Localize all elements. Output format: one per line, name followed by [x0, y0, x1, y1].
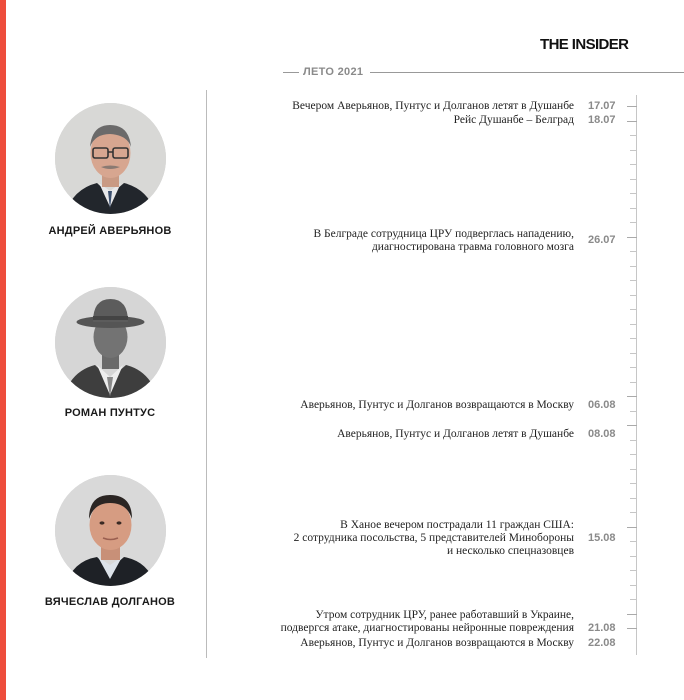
timeline-tick	[630, 135, 637, 136]
timeline-tick	[630, 324, 637, 325]
timeline-tick	[630, 512, 637, 513]
event-text-1707	[292, 100, 574, 113]
timeline-tick	[630, 295, 637, 296]
event-text-0808	[337, 428, 574, 441]
timeline-tick	[630, 585, 637, 586]
event-date-1707: 17.07	[588, 100, 616, 112]
event-line: диагностирована травма головного мозга	[371, 241, 574, 253]
timeline-tick	[627, 425, 637, 426]
avatar-puntus	[55, 287, 166, 398]
event-line: Утром сотрудник ЦРУ, ранее работавший в Украине,	[315, 609, 574, 621]
event-line: Рейс Душанбе – Белград	[453, 114, 574, 126]
timeline-tick	[630, 411, 637, 412]
timeline-tick	[630, 150, 637, 151]
timeline-tick	[627, 527, 637, 528]
timeline-tick	[630, 483, 637, 484]
person-name-dolganov: ВЯЧЕСЛАВ ДОЛГАНОВ	[44, 596, 176, 608]
column-divider	[206, 90, 207, 658]
timeline-tick	[630, 382, 637, 383]
avatar-dolganov	[55, 475, 166, 586]
timeline-tick	[630, 454, 637, 455]
event-text-0608	[300, 399, 574, 412]
season-rule-left	[283, 72, 299, 73]
timeline-tick	[630, 498, 637, 499]
timeline-tick	[630, 222, 637, 223]
event-line: Аверьянов, Пунтус и Долганов летят в Душанбе	[337, 428, 574, 440]
timeline-tick	[630, 541, 637, 542]
timeline-tick	[627, 106, 637, 107]
timeline-tick	[630, 440, 637, 441]
timeline-tick	[630, 556, 637, 557]
timeline-tick	[630, 469, 637, 470]
event-date-2108: 21.08	[588, 622, 616, 634]
timeline-tick	[630, 309, 637, 310]
timeline-tick	[630, 266, 637, 267]
timeline-tick	[630, 367, 637, 368]
event-line: 2 сотрудника посольства, 5 представителей Минобороны	[293, 532, 574, 544]
timeline-tick	[630, 599, 637, 600]
timeline-tick	[627, 396, 637, 397]
timeline-tick	[627, 628, 637, 629]
timeline-tick	[627, 614, 637, 615]
timeline-tick	[630, 251, 637, 252]
timeline-tick	[630, 353, 637, 354]
person-name-puntus: РОМАН ПУНТУС	[64, 407, 156, 419]
timeline-tick	[627, 237, 637, 238]
event-line: Вечером Аверьянов, Пунтус и Долганов летят в Душанбе	[292, 100, 574, 112]
timeline-tick	[630, 338, 637, 339]
event-date-0608: 06.08	[588, 399, 616, 411]
event-date-1508: 15.08	[588, 532, 616, 544]
event-text-2607	[313, 228, 574, 254]
event-line: В Ханое вечером пострадали 11 граждан США:	[340, 519, 574, 531]
event-date-2208: 22.08	[588, 637, 616, 649]
event-text-1807	[454, 114, 574, 127]
season-rule-right	[370, 72, 684, 73]
event-line: Аверьянов, Пунтус и Долганов возвращаются в Москву	[300, 399, 574, 411]
timeline-tick	[630, 193, 637, 194]
event-text-1508	[294, 519, 574, 558]
event-text-2108	[281, 609, 574, 635]
left-accent-bar	[0, 0, 6, 700]
event-text-2208	[300, 637, 574, 650]
event-line: подвергся атаке, диагностированы нейронные повреждения	[280, 622, 574, 634]
event-date-0808: 08.08	[588, 428, 616, 440]
season-label: ЛЕТО 2021	[303, 66, 364, 78]
event-date-2607: 26.07	[588, 234, 616, 246]
timeline-tick	[630, 179, 637, 180]
event-line: и несколько спецназовцев	[446, 545, 574, 557]
event-date-1807: 18.07	[588, 114, 616, 126]
brand-logo: THE INSIDER	[540, 36, 629, 53]
timeline-tick	[630, 208, 637, 209]
timeline-tick	[630, 570, 637, 571]
avatar-averyanov	[55, 103, 166, 214]
person-name-averyanov: АНДРЕЙ АВЕРЬЯНОВ	[48, 225, 172, 237]
timeline-tick	[627, 121, 637, 122]
timeline-tick	[630, 164, 637, 165]
event-line: Аверьянов, Пунтус и Долганов возвращаются в Москву	[300, 637, 574, 649]
event-line: В Белграде сотрудница ЦРУ подверглась нападению,	[313, 228, 574, 240]
timeline-tick	[630, 280, 637, 281]
